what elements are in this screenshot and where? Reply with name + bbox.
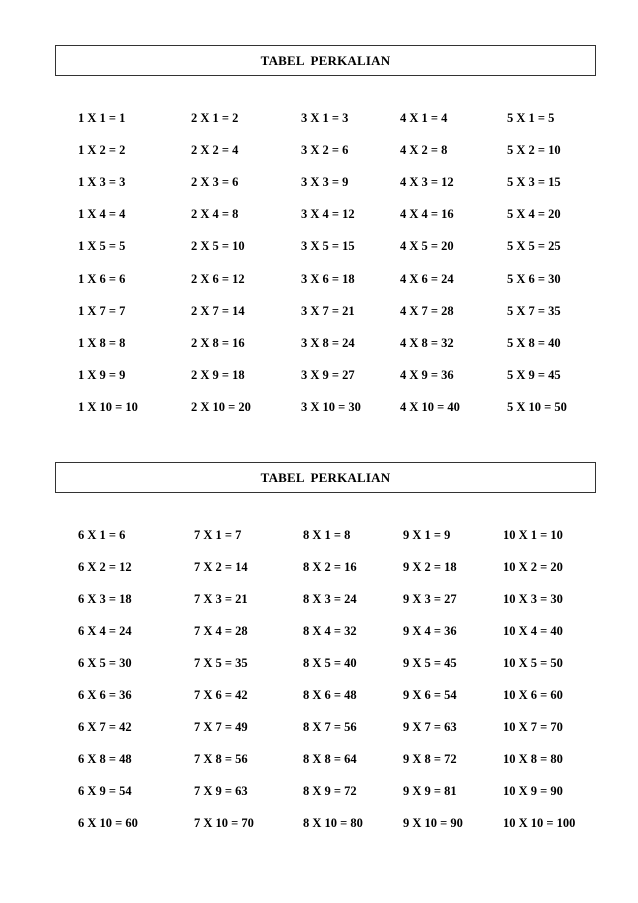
multiplication-entry: 8 X 7 = 56 — [303, 720, 357, 734]
multiplication-entry: 6 X 1 = 6 — [78, 528, 126, 542]
multiplication-entry: 8 X 2 = 16 — [303, 560, 357, 574]
multiplication-entry: 6 X 3 = 18 — [78, 592, 132, 606]
multiplication-entry: 9 X 10 = 90 — [403, 816, 463, 830]
multiplication-entry: 10 X 6 = 60 — [503, 688, 563, 702]
multiplication-entry: 7 X 4 = 28 — [194, 624, 248, 638]
multiplication-entry: 5 X 9 = 45 — [507, 367, 561, 382]
multiplication-entry: 9 X 4 = 36 — [403, 624, 457, 638]
multiplication-entry: 1 X 4 = 4 — [78, 207, 126, 222]
multiplication-entry: 1 X 7 = 7 — [78, 303, 126, 318]
multiplication-entry: 2 X 7 = 14 — [191, 303, 245, 318]
multiplication-entry: 2 X 3 = 6 — [191, 175, 239, 190]
multiplication-entry: 9 X 7 = 63 — [403, 720, 457, 734]
multiplication-entry: 9 X 3 = 27 — [403, 592, 457, 606]
multiplication-entry: 6 X 7 = 42 — [78, 720, 132, 734]
multiplication-entry: 8 X 10 = 80 — [303, 816, 363, 830]
multiplication-entry: 5 X 6 = 30 — [507, 271, 561, 286]
multiplication-entry: 2 X 6 = 12 — [191, 271, 245, 286]
multiplication-entry: 1 X 2 = 2 — [78, 143, 126, 158]
multiplication-entry: 3 X 4 = 12 — [301, 207, 355, 222]
multiplication-entry: 1 X 1 = 1 — [78, 111, 126, 125]
multiplication-entry: 7 X 6 = 42 — [194, 688, 248, 702]
multiplication-entry: 7 X 1 = 7 — [194, 528, 242, 542]
table-1-title: TABEL PERKALIAN — [260, 53, 391, 68]
multiplication-entry: 5 X 4 = 20 — [507, 207, 561, 222]
multiplication-entry: 10 X 7 = 70 — [503, 720, 563, 734]
multiplication-entry: 10 X 8 = 80 — [503, 752, 563, 766]
multiplication-entry: 1 X 9 = 9 — [78, 367, 126, 382]
multiplication-entry: 1 X 6 = 6 — [78, 271, 126, 286]
multiplication-entry: 7 X 10 = 70 — [194, 816, 254, 830]
multiplication-entry: 9 X 5 = 45 — [403, 656, 457, 670]
multiplication-entry: 9 X 1 = 9 — [403, 528, 451, 542]
multiplication-entry: 7 X 5 = 35 — [194, 656, 248, 670]
multiplication-entry: 2 X 1 = 2 — [191, 111, 239, 125]
multiplication-entry: 3 X 10 = 30 — [301, 399, 361, 414]
multiplication-entry: 6 X 9 = 54 — [78, 784, 132, 798]
multiplication-entry: 9 X 6 = 54 — [403, 688, 457, 702]
multiplication-entry: 5 X 2 = 10 — [507, 143, 561, 158]
multiplication-entry: 7 X 3 = 21 — [194, 592, 248, 606]
multiplication-entry: 9 X 9 = 81 — [403, 784, 457, 798]
table-2-title: TABEL PERKALIAN — [260, 470, 391, 485]
multiplication-entry: 7 X 7 = 49 — [194, 720, 248, 734]
multiplication-entry: 10 X 1 = 10 — [503, 528, 563, 542]
multiplication-entry: 1 X 5 = 5 — [78, 239, 126, 254]
multiplication-entry: 3 X 5 = 15 — [301, 239, 355, 254]
multiplication-entry: 6 X 2 = 12 — [78, 560, 132, 574]
multiplication-entry: 10 X 9 = 90 — [503, 784, 563, 798]
multiplication-entry: 3 X 7 = 21 — [301, 303, 355, 318]
table-1-header-box — [55, 45, 596, 76]
multiplication-entry: 4 X 7 = 28 — [400, 303, 454, 318]
multiplication-entry: 1 X 3 = 3 — [78, 175, 126, 190]
multiplication-entry: 4 X 2 = 8 — [400, 143, 448, 158]
multiplication-entry: 1 X 8 = 8 — [78, 335, 126, 350]
multiplication-entry: 3 X 9 = 27 — [301, 367, 355, 382]
multiplication-entry: 4 X 4 = 16 — [400, 207, 454, 222]
multiplication-entry: 10 X 10 = 100 — [503, 816, 576, 830]
multiplication-entry: 10 X 4 = 40 — [503, 624, 563, 638]
multiplication-entry: 3 X 8 = 24 — [301, 335, 355, 350]
multiplication-entry: 3 X 6 = 18 — [301, 271, 355, 286]
multiplication-entry: 4 X 3 = 12 — [400, 175, 454, 190]
multiplication-entry: 2 X 10 = 20 — [191, 399, 251, 414]
multiplication-entry: 10 X 5 = 50 — [503, 656, 563, 670]
multiplication-entry: 6 X 10 = 60 — [78, 816, 138, 830]
multiplication-entry: 10 X 3 = 30 — [503, 592, 563, 606]
multiplication-entry: 4 X 8 = 32 — [400, 335, 454, 350]
multiplication-entry: 3 X 2 = 6 — [301, 143, 349, 158]
multiplication-entry: 4 X 6 = 24 — [400, 271, 454, 286]
multiplication-entry: 5 X 10 = 50 — [507, 399, 567, 414]
multiplication-entry: 9 X 8 = 72 — [403, 752, 457, 766]
multiplication-entry: 4 X 9 = 36 — [400, 367, 454, 382]
multiplication-entry: 1 X 10 = 10 — [78, 399, 138, 414]
multiplication-entry: 7 X 8 = 56 — [194, 752, 248, 766]
multiplication-entry: 7 X 2 = 14 — [194, 560, 248, 574]
multiplication-entry: 10 X 2 = 20 — [503, 560, 563, 574]
multiplication-entry: 3 X 3 = 9 — [301, 175, 349, 190]
multiplication-entry: 6 X 5 = 30 — [78, 656, 132, 670]
multiplication-entry: 5 X 1 = 5 — [507, 111, 555, 125]
multiplication-entry: 2 X 4 = 8 — [191, 207, 239, 222]
multiplication-entry: 6 X 4 = 24 — [78, 624, 132, 638]
multiplication-entry: 5 X 8 = 40 — [507, 335, 561, 350]
multiplication-entry: 5 X 5 = 25 — [507, 239, 561, 254]
multiplication-entry: 6 X 6 = 36 — [78, 688, 132, 702]
multiplication-entry: 8 X 9 = 72 — [303, 784, 357, 798]
multiplication-entry: 5 X 7 = 35 — [507, 303, 561, 318]
table-2-header-box — [55, 462, 596, 493]
multiplication-entry: 4 X 1 = 4 — [400, 111, 448, 125]
multiplication-entry: 4 X 10 = 40 — [400, 399, 460, 414]
multiplication-entry: 8 X 4 = 32 — [303, 624, 357, 638]
multiplication-entry: 8 X 5 = 40 — [303, 656, 357, 670]
multiplication-entry: 4 X 5 = 20 — [400, 239, 454, 254]
multiplication-entry: 2 X 9 = 18 — [191, 367, 245, 382]
multiplication-entry: 7 X 9 = 63 — [194, 784, 248, 798]
multiplication-entry: 2 X 8 = 16 — [191, 335, 245, 350]
multiplication-entry: 6 X 8 = 48 — [78, 752, 132, 766]
multiplication-entry: 3 X 1 = 3 — [301, 111, 349, 125]
multiplication-entry: 8 X 8 = 64 — [303, 752, 357, 766]
multiplication-entry: 2 X 2 = 4 — [191, 143, 239, 158]
multiplication-entry: 5 X 3 = 15 — [507, 175, 561, 190]
multiplication-entry: 8 X 1 = 8 — [303, 528, 351, 542]
multiplication-entry: 2 X 5 = 10 — [191, 239, 245, 254]
multiplication-entry: 8 X 6 = 48 — [303, 688, 357, 702]
multiplication-entry: 9 X 2 = 18 — [403, 560, 457, 574]
multiplication-entry: 8 X 3 = 24 — [303, 592, 357, 606]
